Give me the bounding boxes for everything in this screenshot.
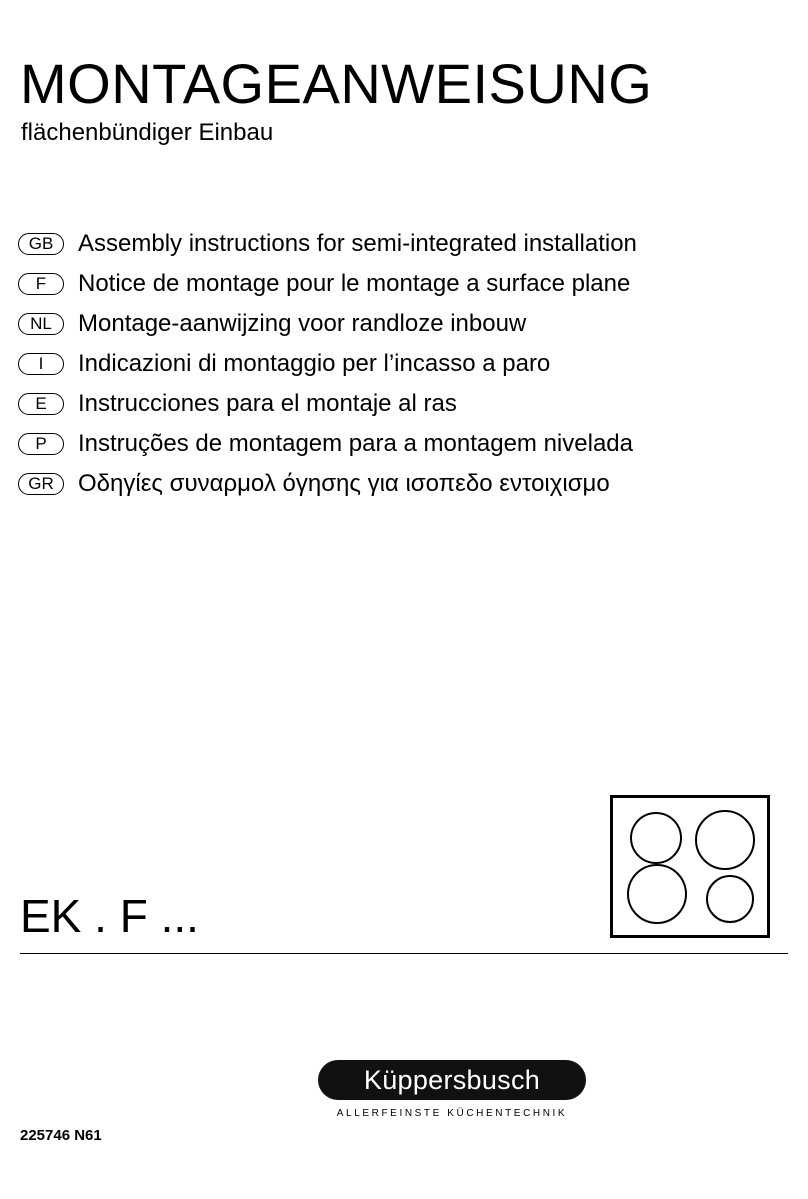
language-code-badge: F xyxy=(18,273,64,295)
document-subtitle: flächenbündiger Einbau xyxy=(21,119,274,146)
language-code-badge: NL xyxy=(18,313,64,335)
language-item-i xyxy=(18,344,637,384)
language-text: Indicazioni di montaggio per l’incasso a paro xyxy=(78,350,551,377)
burner-bottom-left xyxy=(628,865,686,923)
language-text: Instruções de montagem para a montagem nivelada xyxy=(78,430,633,457)
language-code-badge: P xyxy=(18,433,64,455)
brand-tagline: ALLERFEINSTE KÜCHENTECHNIK xyxy=(336,1108,568,1119)
language-text: Montage-aanwijzing voor randloze inbouw xyxy=(78,310,527,337)
language-item-p xyxy=(18,424,637,464)
language-item-nl xyxy=(18,304,637,344)
language-text: Assembly instructions for semi-integrated installation xyxy=(78,230,637,257)
language-list xyxy=(18,224,637,504)
document-number: 225746 N61 xyxy=(20,1127,102,1144)
burner-bottom-right xyxy=(707,876,753,922)
cooktop-icon xyxy=(610,795,770,938)
language-item-f xyxy=(18,264,637,304)
language-item-gb xyxy=(18,224,637,264)
horizontal-divider xyxy=(20,953,788,954)
language-item-e xyxy=(18,384,637,424)
brand-logo xyxy=(318,1060,586,1100)
burner-top-right xyxy=(696,811,754,869)
document-title: MONTAGEANWEISUNG xyxy=(20,52,653,115)
language-item-gr xyxy=(18,464,637,504)
language-code-badge: I xyxy=(18,353,64,375)
model-name: EK . F ... xyxy=(20,890,199,942)
burner-top-left xyxy=(631,813,681,863)
language-code-badge: GR xyxy=(18,473,64,495)
language-code-badge: GB xyxy=(18,233,64,255)
language-text: Notice de montage pour le montage a surface plane xyxy=(78,270,631,297)
brand-name: Küppersbusch xyxy=(363,1065,541,1095)
language-code-badge: E xyxy=(18,393,64,415)
language-text: Οδηγίες συναρμολ όγησης για ισοπεδο εντοιχισμο xyxy=(78,470,610,497)
language-text: Instrucciones para el montaje al ras xyxy=(78,390,457,417)
